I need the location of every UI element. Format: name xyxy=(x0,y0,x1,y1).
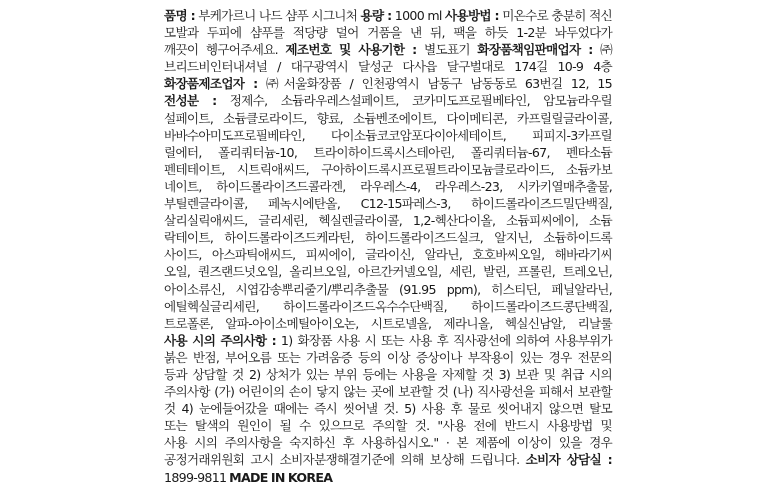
label-line: 바바수아미도프로필베타인, 다이소듐코코암포다이아세테이트, 피피지-3카프릴 xyxy=(164,127,612,143)
label-heading: 사용방법 : xyxy=(445,8,499,23)
label-heading: 화장품제조업자 : xyxy=(164,76,258,92)
label-line: 살리실릭애씨드, 글리세린, 헥실렌글라이콜, 1,2-헥산다이올, 소듐피씨에이, 소듐 xyxy=(164,213,612,229)
label-line: 설페이트, 소듐클로라이드, 향료, 소듐벤조에이트, 다이메티콘, 카프릴릴글라이콜, xyxy=(164,110,612,126)
label-line: 브리드비인터내셔널 / 대구광역시 달성군 다사읍 달구벌대로 174길 10-9 4층 xyxy=(164,59,612,75)
label-heading: 화장품책임판매업자 : xyxy=(477,42,593,58)
label-line: 에틸헥실글리세린, 하이드롤라이즈드옥수수단백질, 하이드롤라이즈드콩단백질, xyxy=(164,298,612,314)
label-line: 전성분 : 정제수, 소듐라우레스설페이트, 코카미도프로필베타인, 암모늄라우릴 xyxy=(164,93,613,109)
label-heading: 전성분 : xyxy=(164,93,217,109)
product-label-text xyxy=(164,7,612,486)
label-heading: 사용 시의 주의사항 : xyxy=(164,332,276,348)
label-line: 붉은 반점, 부어오름 또는 가려움증 등의 이상 증상이나 부작용이 있는 경우 전문의 xyxy=(164,349,612,365)
label-line: 주의사항 (가) 어린이의 손이 닿지 않는 곳에 보관할 것 (나) 직사광선을 피해서 보관할 xyxy=(164,384,612,400)
label-heading: 품명 : xyxy=(164,8,195,23)
label-line: 사이드, 아스파틱애씨드, 피씨에이, 글라이신, 알라닌, 호호바씨오일, 해바라기씨 xyxy=(164,247,612,263)
label-line: 락테이트, 하이드롤라이즈드케라틴, 하이드롤라이즈드실크, 알지닌, 소듐하이드록 xyxy=(164,230,612,246)
label-heading: 용량 : xyxy=(360,8,392,23)
label-line: 부틸렌글라이콜, 페녹시에탄올, C12-15파레스-3, 하이드롤라이즈드밀단백질, xyxy=(164,196,612,212)
label-heading: 제조번호 및 사용기한 : xyxy=(285,42,417,58)
label-heading: MADE IN KOREA xyxy=(229,469,333,485)
label-line: 것 4) 눈에들어갔을 때에는 즉시 씻어낼 것. 5) 사용 후 물로 씻어내지 않으면 탈모 xyxy=(164,401,612,417)
label-line: 트로폴론, 알파-아이소메틸아이오논, 시트로넬올, 제라니올, 헥실신남알, 리날룰 xyxy=(164,315,612,331)
label-line: 아이소류신, 시엽감송뿌리줄기/뿌리추출물 (91.95 ppm), 히스티딘, 페닐알라닌, xyxy=(164,281,612,297)
label-line: 모발과 두피에 샴푸를 적당량 덜어 거품을 낸 뒤, 팩을 하듯 1-2분 놔두었다가 xyxy=(164,25,612,41)
label-line: 사용 시의 주의사항 : 1) 화장품 사용 시 또는 사용 후 직사광선에 의하여 사용부위가 xyxy=(164,332,612,348)
label-line: 공정거래위원회 고시 소비자분쟁해결기준에 의해 보상해 드립니다. 소비자 상담실 : xyxy=(164,452,612,468)
label-line: 품명 : 부케가르니 나드 샴푸 시그니처 용량 : 1000 ml 사용방법 : 미온수로 충분히 적신 xyxy=(164,8,613,23)
label-line: 등과 상담할 것 2) 상처가 있는 부위 등에는 사용을 자제할 것 3) 보관 및 취급 시의 xyxy=(164,366,612,382)
label-line: 1899-9811 MADE IN KOREA xyxy=(164,469,333,485)
label-line: 펜테테이트, 시트릭애씨드, 구아하이드록시프로필트라이모늄클로라이드, 소듐카보 xyxy=(164,161,612,177)
label-line: 또는 탈색의 원인이 될 수 있으므로 주의할 것. "사용 전에 반드시 사용방법 및 xyxy=(164,418,612,434)
label-line: 네이트, 하이드롤라이즈드콜라겐, 라우레스-4, 라우레스-23, 시카키열매추출물, xyxy=(164,178,612,194)
label-line: 깨끗이 헹구어주세요. 제조번호 및 사용기한 : 별도표기 화장품책임판매업자 : ㈜ xyxy=(164,42,612,58)
label-line: 사용 시의 주의사항을 숙지하신 후 사용하십시오." · 본 제품에 이상이 있을 경우 xyxy=(164,435,612,451)
label-line: 오일, 퀀즈랜드넛오일, 올리브오일, 아르간커넬오일, 세린, 발린, 프롤린, 트레오닌, xyxy=(164,264,612,280)
label-line: 화장품제조업자 : ㈜서울화장품 / 인천광역시 남동구 남동동로 63번길 12, 15 xyxy=(164,76,612,92)
label-heading: 소비자 상담실 : xyxy=(525,452,612,468)
label-line: 릴에터, 폴리쿼터늄-10, 트라이하이드록시스테아린, 폴리쿼터늄-67, 펜타소듐 xyxy=(164,144,612,160)
